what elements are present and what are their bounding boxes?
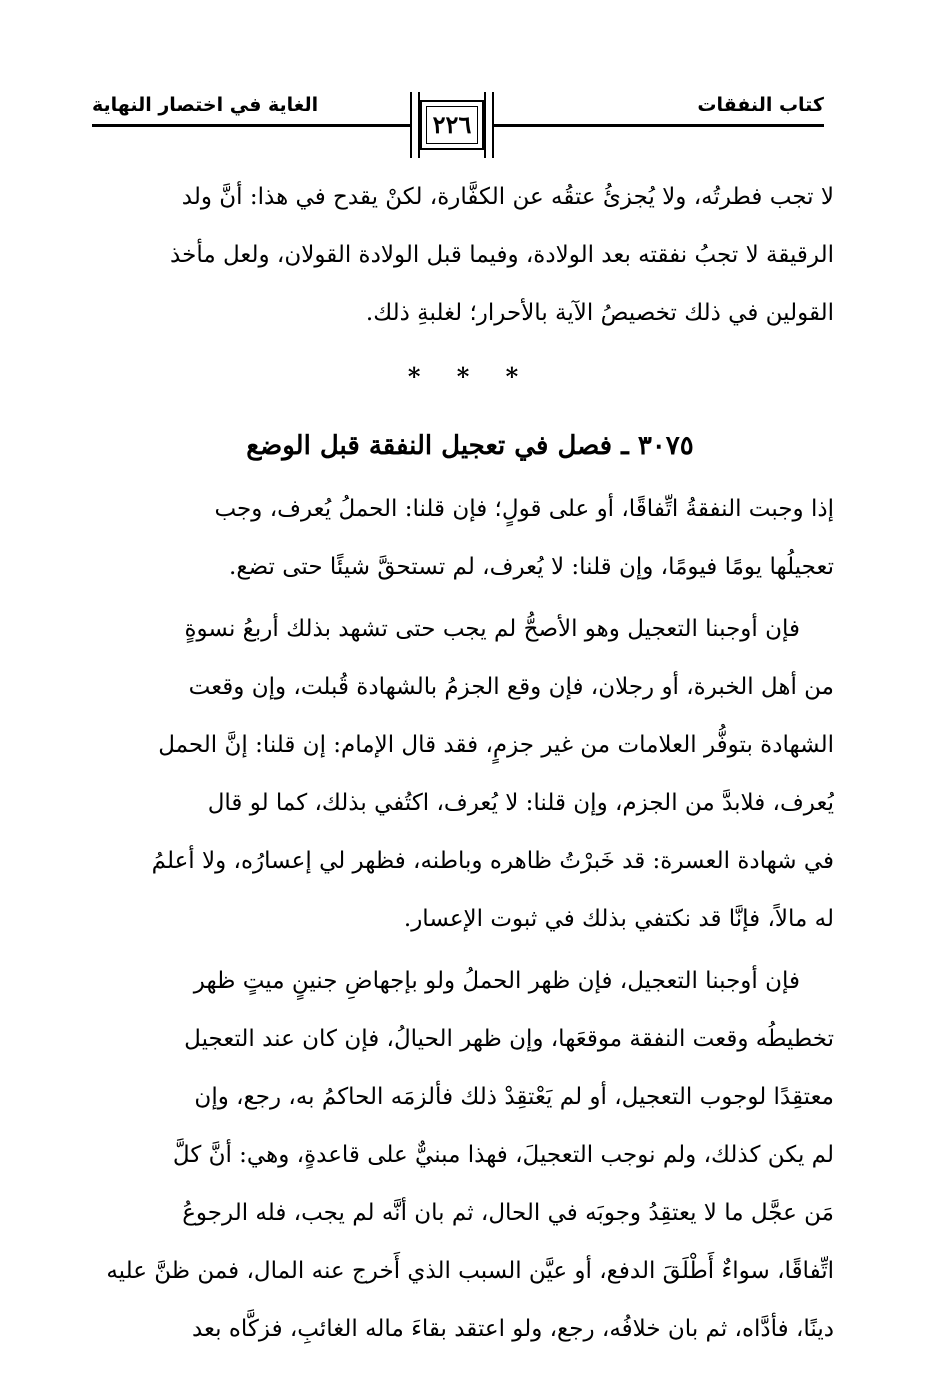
paragraph-2: [106, 600, 834, 948]
text-line: الشهادة بتوفُّر العلامات من غير جزمٍ، فقد قال الإمام: إن قلنا: إنَّ الحمل: [158, 732, 834, 758]
text-line: في شهادة العسرة: قد خَبرْتُ ظاهره وباطنه، فظهر لي إعسارُه، ولا أعلمُ: [151, 848, 834, 874]
text-line: مَن عجَّل ما لا يعتقِدُ وجوبَه في الحال، ثم بان أنَّه لم يجب، فله الرجوعُ: [182, 1200, 834, 1226]
page-number: ٢٢٦: [432, 110, 472, 139]
text-line: من أهل الخبرة، أو رجلان، فإن وقع الجزمُ بالشهادة قُبلت، وإن وقعت: [188, 674, 834, 700]
text-line: فإن أوجبنا التعجيل، فإن ظهر الحملُ ولو بإجهاضِ جنينٍ ميتٍ ظهر: [193, 968, 800, 994]
text-line: له مالاً، فإنَّا قد نكتفي بذلك في ثبوت الإعسار.: [403, 906, 834, 932]
text-line: دينًا، فأدَّاه، ثم بان خلافُه، رجع، ولو اعتقد بقاءَ ماله الغائبِ، فزكَّاه بعد: [191, 1316, 834, 1342]
text-line: معتقِدًا لوجوب التعجيل، أو لم يَعْتقِدْ ذلك فألزمَه الحاكمُ به، رجع، وإن: [194, 1084, 834, 1110]
text-line: يُعرف، فلابدَّ من الجزم، وإن قلنا: لا يُعرف، اكتُفي بذلك، كما لو قال: [207, 790, 834, 816]
paragraph-3: [106, 952, 834, 1358]
text-line: إذا وجبت النفقةُ اتِّفاقًا، أو على قولٍ؛ فإن قلنا: الحملُ يُعرف، وجب: [214, 496, 834, 522]
section-title: ٣٠٧٥ ـ فصل في تعجيل النفقة قبل الوضع: [246, 431, 694, 461]
text-line: لا تجب فطرتُه، ولا يُجزئُ عتقُه عن الكفَّارة، لكنْ يقدح في هذا: أنَّ ولد: [181, 184, 834, 210]
page-number-box: [410, 92, 494, 158]
running-header: [92, 88, 824, 168]
text-line: تعجيلُها يومًا فيومًا، وإن قلنا: لا يُعرف، لم تستحقَّ شيئًا حتى تضع.: [229, 554, 834, 580]
text-line: القولين في ذلك تخصيصُ الآية بالأحرار؛ لغلبةِ ذلك.: [365, 300, 834, 326]
paragraph-1: [106, 480, 834, 596]
work-title: الغاية في اختصار النهاية: [92, 94, 319, 116]
section-separator: * * *: [407, 362, 533, 391]
text-line: اتِّفاقًا، سواءٌ أَطْلَقَ الدفع، أو عيَّن السبب الذي أَخرج عنه المال، فمن ظنَّ عليه: [106, 1258, 834, 1284]
text-line: لم يكن كذلك، ولم نوجب التعجيلَ، فهذا مبنيٌّ على قاعدةٍ، وهي: أنَّ كلَّ: [172, 1142, 834, 1168]
top-paragraph: [106, 168, 834, 342]
text-line: الرقيقة لا تجبُ نفقته بعد الولادة، وفيما قبل الولادة القولان، ولعل مأخذ: [170, 242, 834, 268]
text-line: فإن أوجبنا التعجيل وهو الأصحُّ لم يجب حتى تشهد بذلك أربعُ نسوةٍ: [184, 616, 800, 642]
page-body: [106, 168, 834, 1358]
text-line: تخطيطُه وقعت النفقة موقعَها، وإن ظهر الحيالُ، فإن كان عند التعجيل: [184, 1026, 834, 1052]
book-title: كتاب النفقات: [697, 94, 824, 116]
